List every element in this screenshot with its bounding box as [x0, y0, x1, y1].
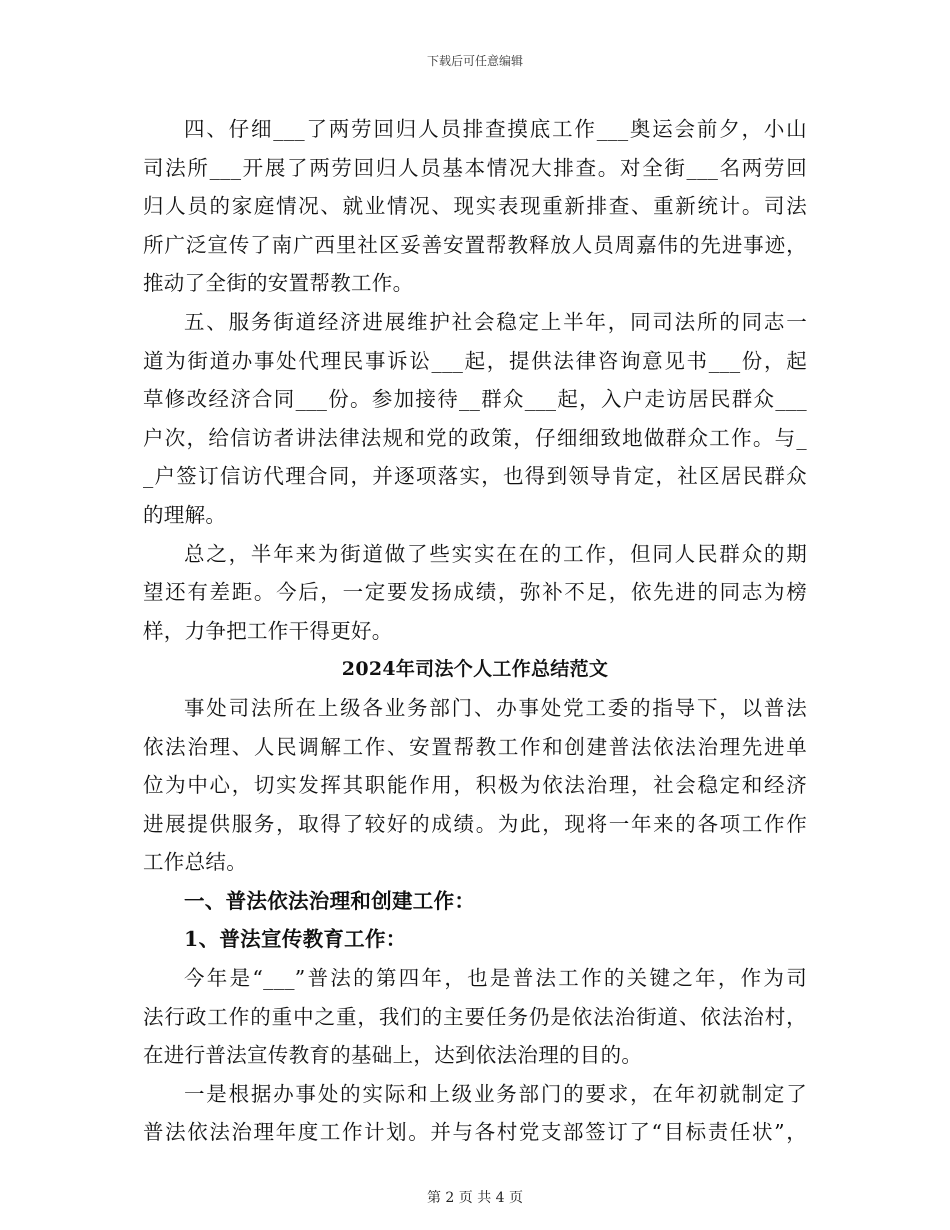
paragraph-line: 总之，半年来为街道做了些实实在在的工作，但同人民群众的期	[184, 541, 807, 566]
paragraph-line: 在进行普法宣传教育的基础上，达到依法治理的目的。	[143, 1043, 643, 1068]
paragraph-line: 进展提供服务，取得了较好的成绩。为此，现将一年来的各项工作作	[143, 811, 807, 836]
paragraph-line: 今年是“___”普法的第四年，也是普法工作的关键之年，作为司	[184, 966, 807, 991]
paragraph-line: 依法治理、人民调解工作、安置帮教工作和创建普法依法治理先进单	[143, 734, 807, 759]
paragraph-line: 普法依法治理年度工作计划。并与各村党支部签订了“目标责任状”，	[143, 1120, 807, 1145]
paragraph-line: 的理解。	[143, 502, 227, 527]
document-title: 2024年司法个人工作总结范文	[341, 658, 609, 681]
page-header: 下载后可任意编辑	[426, 54, 523, 68]
paragraph-line: 样，力争把工作干得更好。	[143, 618, 393, 643]
paragraph-line: 司法所___开展了两劳回归人员基本情况大排查。对全街___名两劳回	[143, 155, 807, 180]
paragraph-line: 五、服务街道经济进展维护社会稳定上半年，同司法所的同志一	[184, 309, 807, 334]
paragraph-line: 望还有差距。今后，一定要发扬成绩，弥补不足，依先进的同志为榜	[143, 580, 807, 605]
paragraph-line: 推动了全街的安置帮教工作。	[143, 271, 414, 296]
section-heading: 1、普法宣传教育工作：	[184, 927, 407, 952]
page-footer: 第 2 页 共 4 页	[426, 1190, 524, 1206]
paragraph-line: _户签订信访代理合同，并逐项落实，也得到领导肯定，社区居民群众	[143, 464, 807, 489]
paragraph-line: 一是根据办事处的实际和上级业务部门的要求，在年初就制定了	[184, 1081, 807, 1106]
paragraph-line: 法行政工作的重中之重，我们的主要任务仍是依法治街道、依法治村，	[143, 1004, 807, 1029]
paragraph-line: 道为街道办事处代理民事诉讼___起，提供法律咨询意见书___份，起	[143, 348, 807, 373]
paragraph-line: 归人员的家庭情况、就业情况、现实表现重新排查、重新统计。司法	[143, 194, 807, 219]
paragraph-line: 所广泛宣传了南广西里社区妥善安置帮教释放人员周嘉伟的先进事迹，	[143, 232, 807, 257]
section-heading: 一、普法依法治理和创建工作：	[184, 888, 476, 913]
document-body	[143, 110, 807, 1152]
paragraph-line: 草修改经济合同___份。参加接待__群众___起，入户走访居民群众___	[143, 387, 807, 412]
paragraph-line: 工作总结。	[143, 850, 247, 875]
paragraph-line: 事处司法所在上级各业务部门、办事处党工委的指导下，以普法	[184, 695, 807, 720]
paragraph-line: 位为中心，切实发挥其职能作用，积极为依法治理，社会稳定和经济	[143, 773, 807, 798]
paragraph-line: 四、仔细___了两劳回归人员排查摸底工作___奥运会前夕，小山	[184, 117, 807, 141]
paragraph-line: 户次，给信访者讲法律法规和党的政策，仔细细致地做群众工作。与_	[143, 425, 807, 450]
